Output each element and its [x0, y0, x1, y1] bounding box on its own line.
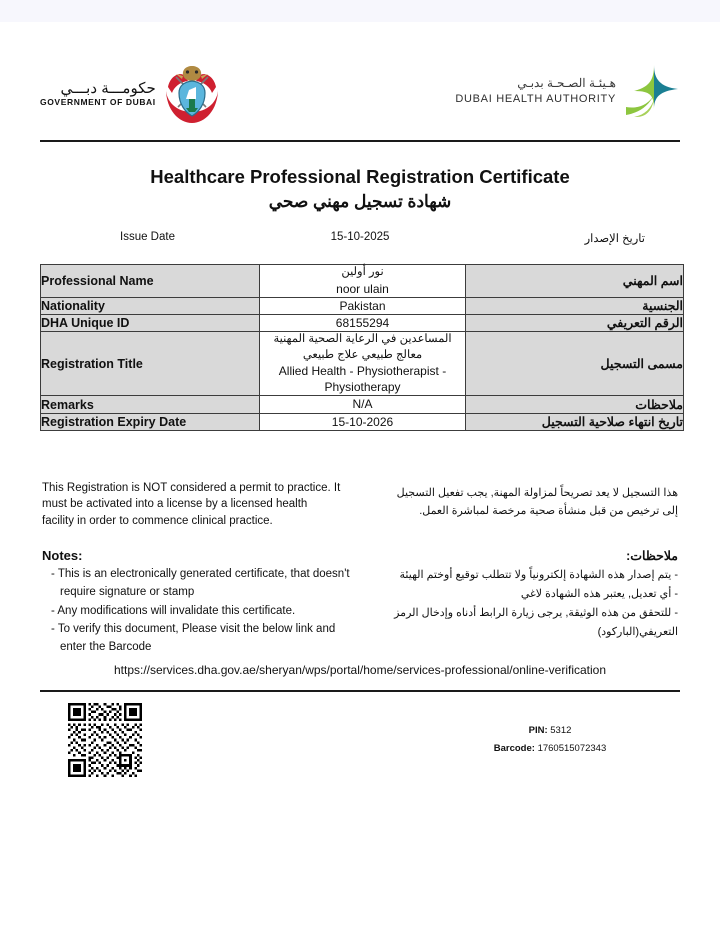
row-label-english: Nationality — [41, 297, 260, 314]
footer-divider — [40, 690, 680, 692]
government-of-dubai-logo — [40, 63, 222, 125]
note-item: - للتحقق من هذه الوثيقة, يرجى زيارة الرابط أدناه وإدخال الرمز التعريفي(الباركود) — [394, 606, 678, 638]
note-item: - يتم إصدار هذه الشهادة إلكترونياً ولا تتطلب توقيع أوختم الهيئة — [399, 569, 678, 581]
dubai-health-authority-english: DUBAI HEALTH AUTHORITY — [455, 92, 616, 105]
notes-section-arabic — [378, 548, 678, 642]
verification-url[interactable]: https://services.dha.gov.ae/sheryan/wps/portal/home/services-professional/online-verification — [113, 663, 607, 677]
row-value-english: noor ulain — [336, 281, 389, 296]
notes-heading-arabic: ملاحظات: — [626, 549, 678, 563]
table-row — [41, 297, 684, 314]
notes-list-arabic — [378, 566, 678, 642]
registration-details-body — [41, 265, 684, 431]
page-title-arabic: شهادة تسجيل مهني صحي — [268, 192, 452, 211]
row-value — [260, 332, 466, 396]
page-title-english: Healthcare Professional Registration Certificate — [150, 166, 570, 187]
table-row — [41, 314, 684, 331]
certificate-header — [40, 55, 680, 133]
barcode-value: 1760515072343 — [537, 742, 607, 754]
pin-value: 5312 — [550, 725, 572, 736]
issue-date-label-arabic: تاريخ الإصدار — [584, 233, 645, 245]
row-value-arabic: نور أولين — [341, 266, 384, 278]
pin-label: PIN: — [528, 725, 548, 736]
government-of-dubai-text — [40, 81, 156, 108]
row-label-arabic: الرقم التعريفي — [466, 314, 684, 331]
notes-heading-english: Notes: — [42, 548, 83, 563]
dha-star-mark-icon — [624, 65, 680, 117]
note-item: - This is an electronically generated certificate, that doesn't require signature or stamp — [51, 568, 350, 598]
footer-codes — [420, 722, 680, 757]
government-of-dubai-arabic: حكومـــة دبـــي — [60, 79, 156, 97]
dubai-health-authority-logo — [455, 65, 680, 117]
disclaimer-arabic: هذا التسجيل لا يعد تصريحاً لمزاولة المهنة, يجب تفعيل التسجيل إلى ترخيص من قبل منشأة صحية مرخصة لمباشرة العمل. — [396, 487, 678, 518]
issue-date-row — [40, 231, 680, 251]
barcode-label: Barcode: — [493, 742, 535, 754]
row-label-english: Registration Expiry Date — [41, 413, 260, 430]
dubai-health-authority-text — [455, 77, 616, 105]
row-label-arabic: مسمى التسجيل — [466, 332, 684, 396]
issue-date-value: 15-10-2025 — [330, 231, 390, 243]
row-value-english: 15-10-2026 — [260, 413, 466, 430]
registration-details-table — [40, 264, 684, 431]
row-value-arabic: المساعدين في الرعاية الصحية المهنية معالج طبيعي علاج طبيعي — [273, 333, 452, 361]
row-value-english: 68155294 — [260, 314, 466, 331]
government-of-dubai-english: GOVERNMENT OF DUBAI — [40, 97, 156, 108]
note-item: - أي تعديل, يعتبر هذه الشهادة لاغي — [520, 587, 678, 600]
row-label-arabic: ملاحظات — [466, 396, 684, 413]
issue-date-label-english: Issue Date — [120, 231, 175, 243]
row-label-english: Registration Title — [41, 332, 260, 396]
notes-list-english — [42, 566, 352, 657]
notes-section-english — [42, 548, 352, 658]
table-row — [41, 265, 684, 298]
disclaimer-english: This Registration is NOT considered a permit to practice. It must be activated into a license by a licensed health facility in order to commence clinical practice. — [42, 482, 341, 527]
uae-falcon-emblem-icon — [162, 63, 222, 125]
row-label-english: Remarks — [41, 396, 260, 413]
barcode-row — [420, 740, 680, 758]
row-value-english: Allied Health - Physiotherapist - Physiotherapy — [278, 364, 447, 395]
pin-row — [420, 722, 680, 740]
header-divider — [40, 140, 680, 142]
note-item: - Any modifications will invalidate this certificate. — [51, 604, 296, 617]
row-value-english: N/A — [260, 396, 466, 413]
row-label-english: Professional Name — [41, 265, 260, 298]
row-label-arabic: اسم المهني — [466, 265, 684, 298]
top-strip — [0, 0, 720, 22]
dubai-health-authority-arabic: هـيئـة الصـحـة بدبـي — [517, 75, 616, 90]
row-label-english: DHA Unique ID — [41, 314, 260, 331]
qr-code — [68, 703, 142, 777]
table-row — [41, 413, 684, 430]
row-value — [260, 265, 466, 298]
table-row — [41, 332, 684, 396]
table-row — [41, 396, 684, 413]
row-value-english: Pakistan — [260, 297, 466, 314]
row-label-arabic: تاريخ انتهاء صلاحية التسجيل — [466, 413, 684, 430]
row-label-arabic: الجنسية — [466, 297, 684, 314]
note-item: - To verify this document, Please visit the below link and enter the Barcode — [51, 623, 336, 654]
